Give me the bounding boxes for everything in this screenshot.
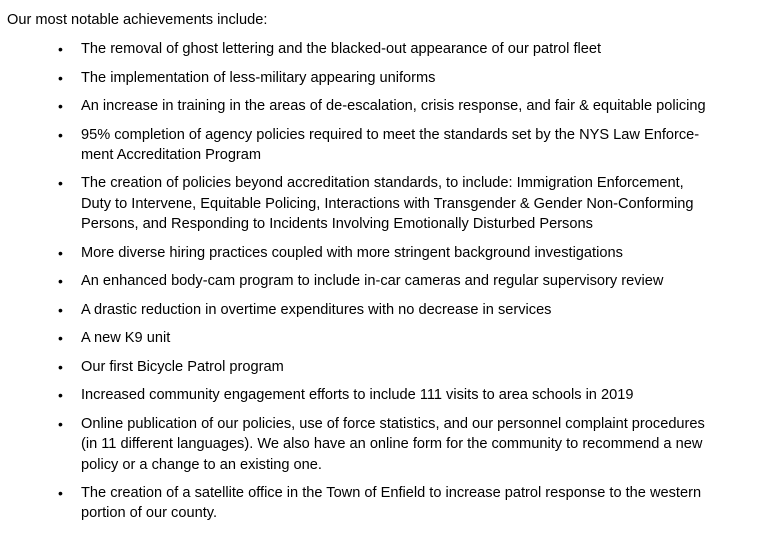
bullet-icon: •: [58, 485, 63, 502]
list-item-text: [81, 300, 751, 320]
list-item-text: [81, 125, 751, 166]
list-item: [7, 328, 771, 348]
list-item: [7, 300, 771, 320]
list-item: [7, 125, 771, 166]
bullet-icon: •: [58, 387, 63, 404]
bullet-icon: •: [58, 126, 63, 143]
list-item-line: The implementation of less-military appearing uniforms: [81, 69, 436, 86]
intro-text: Our most notable achievements include:: [7, 12, 268, 28]
list-item-line: Increased community engagement efforts to include 111 visits to area schools in 2019: [81, 387, 634, 404]
list-item-line: Duty to Intervene, Equitable Policing, Interactions with Transgender & Gender Non-Conforming: [81, 195, 694, 212]
bullet-icon: •: [58, 69, 63, 86]
list-item-line: An enhanced body-cam program to include in-car cameras and regular supervisory review: [81, 273, 664, 290]
list-item-line: ment Accreditation Program: [81, 146, 262, 163]
achievements-list: [7, 39, 771, 524]
bullet-icon: •: [58, 358, 63, 375]
list-item-text: [81, 271, 751, 291]
list-item: [7, 271, 771, 291]
list-item-line: (in 11 different languages). We also have an online form for the community to recommend a new: [81, 436, 703, 453]
bullet-icon: •: [58, 175, 63, 192]
list-item-line: Persons, and Responding to Incidents Involving Emotionally Disturbed Persons: [81, 216, 593, 233]
list-item: [7, 68, 771, 88]
bullet-icon: •: [58, 301, 63, 318]
bullet-icon: •: [58, 330, 63, 347]
list-item: [7, 483, 771, 524]
bullet-icon: •: [58, 244, 63, 261]
list-item-line: The creation of policies beyond accreditation standards, to include: Immigration Enforcement,: [81, 175, 684, 192]
list-item-text: [81, 328, 751, 348]
list-item-line: The removal of ghost lettering and the blacked-out appearance of our patrol fleet: [81, 41, 602, 57]
list-item-line: A new K9 unit: [81, 330, 171, 347]
list-item: [7, 414, 771, 475]
list-item-text: [81, 483, 751, 524]
list-item-text: [81, 385, 751, 405]
list-item: [7, 39, 771, 59]
list-item: [7, 357, 771, 377]
list-item-text: [81, 357, 751, 377]
bullet-icon: •: [58, 98, 63, 114]
bullet-icon: •: [58, 41, 63, 57]
list-item-line: Our first Bicycle Patrol program: [81, 358, 284, 375]
list-item-line: Online publication of our policies, use of force statistics, and our personnel complaint procedures: [81, 415, 705, 432]
list-item-text: [81, 414, 751, 475]
list-item-text: [81, 96, 751, 116]
list-item-text: [81, 68, 751, 88]
list-item: [7, 96, 771, 116]
list-item: [7, 385, 771, 405]
list-item-line: A drastic reduction in overtime expenditures with no decrease in services: [81, 301, 552, 318]
list-item-text: [81, 173, 751, 234]
list-item: [7, 243, 771, 263]
list-item-line: 95% completion of agency policies required to meet the standards set by the NYS Law Enforce-: [81, 126, 700, 143]
list-item-text: [81, 39, 751, 59]
bullet-icon: •: [58, 273, 63, 290]
list-item: [7, 173, 771, 234]
list-item-text: [81, 243, 751, 263]
list-item-line: An increase in training in the areas of de-escalation, crisis response, and fair & equitable policing: [81, 98, 706, 114]
list-item-line: More diverse hiring practices coupled with more stringent background investigations: [81, 244, 623, 261]
list-item-line: The creation of a satellite office in the Town of Enfield to increase patrol response to the western: [81, 485, 702, 502]
list-item-line: portion of our county.: [81, 505, 218, 522]
bullet-icon: •: [58, 415, 63, 432]
list-item-line: policy or a change to an existing one.: [81, 456, 322, 473]
